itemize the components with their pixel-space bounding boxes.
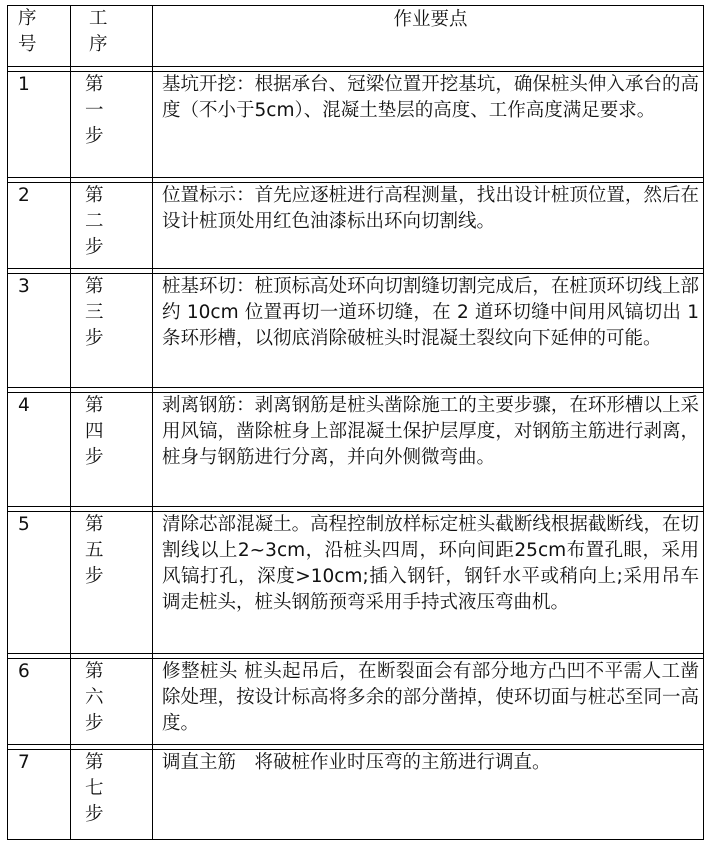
row-content: 调直主筋 将破桩作业时压弯的主筋进行调直。 [153,750,704,840]
row-number: 3 [8,274,71,388]
header-no-label: 序号 [18,8,37,55]
row-step-label: 第六步 [85,661,104,734]
row-number: 2 [8,183,71,269]
header-step [71,6,153,67]
row-step [71,512,153,654]
row-content: 基坑开挖：根据承台、冠梁位置开挖基坑，确保桩头伸入承台的高度（不小于5cm）、混凝土垫层的高度、工作高度满足要求。 [153,72,704,178]
table-row [8,512,704,654]
row-content: 清除芯部混凝土。高程控制放样标定桩头截断线根据截断线，在切割线以上2~3cm，沿桩头四周，环向间距25cm布置孔眼，采用风镐打孔，深度>10cm;插入钢钎，钢钎水平或稍向上;采用吊车调走桩头，桩头钢筋预弯采用手持式液压弯曲机。 [153,512,704,654]
row-step [71,659,153,745]
header-row [8,6,704,67]
header-content-label: 作业要点 [393,9,468,30]
row-step-label: 第二步 [85,185,104,258]
header-step-label: 工序 [89,8,108,55]
row-number: 7 [8,750,71,840]
row-step-label: 第一步 [85,74,104,147]
header-content [153,6,704,67]
row-step [71,183,153,269]
header-no [8,6,71,67]
table-row [8,274,704,388]
row-step-label: 第五步 [85,514,104,587]
row-number: 5 [8,512,71,654]
row-step [71,750,153,840]
row-step-label: 第四步 [85,395,104,468]
table-row [8,659,704,745]
row-step-label: 第三步 [85,276,104,349]
row-content: 位置标示：首先应逐桩进行高程测量，找出设计桩顶位置，然后在设计桩顶处用红色油漆标出环向切割线。 [153,183,704,269]
row-content: 桩基环切：桩顶标高处环向切割缝切割完成后，在桩顶环切线上部约 10cm 位置再切一道环切缝，在 2 道环切缝中间用风镐切出 1 条环形槽，以彻底消除破桩头时混凝土裂纹向下延伸的可能。 [153,274,704,388]
row-step [71,393,153,507]
table-row [8,183,704,269]
row-number: 1 [8,72,71,178]
row-step-label: 第七步 [85,752,104,825]
table-row [8,750,704,840]
row-number: 6 [8,659,71,745]
row-number: 4 [8,393,71,507]
table-row [8,393,704,507]
work-steps-table [7,5,704,840]
row-step [71,274,153,388]
row-content: 修整桩头 桩头起吊后，在断裂面会有部分地方凸凹不平需人工凿除处理，按设计标高将多余的部分凿掉，使环切面与桩芯至同一高度。 [153,659,704,745]
row-content: 剥离钢筋：剥离钢筋是桩头凿除施工的主要步骤，在环形槽以上采用风镐，凿除桩身上部混凝土保护层厚度，对钢筋主筋进行剥离，桩身与钢筋进行分离，并向外侧微弯曲。 [153,393,704,507]
table-row [8,72,704,178]
row-step [71,72,153,178]
